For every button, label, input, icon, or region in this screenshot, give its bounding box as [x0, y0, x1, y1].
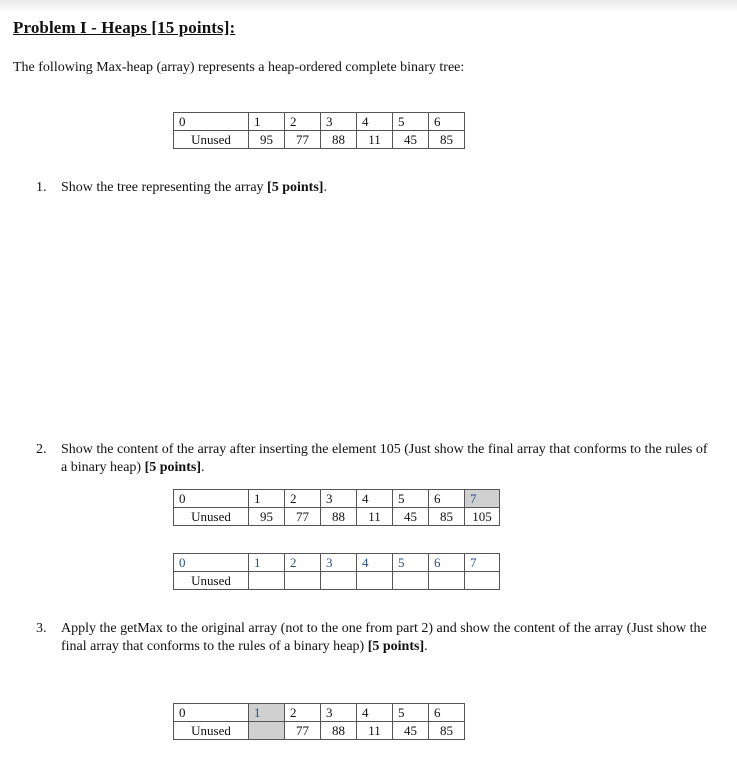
value-cell: 11	[357, 131, 393, 149]
value-cell: 88	[321, 508, 357, 526]
value-cell: 88	[321, 131, 357, 149]
question-text: Show the content of the array after inserting the element 105 (Just show the final array that conforms to the rules of a binary heap)	[61, 442, 708, 475]
index-cell: 6	[429, 704, 465, 722]
question-text: Apply the getMax to the original array (not to the one from part 2) and show the content of the array (Just show the final array that conforms to the rules of a binary heap)	[61, 621, 707, 654]
value-cell: 45	[393, 131, 429, 149]
value-row	[174, 508, 500, 526]
index-cell: 6	[429, 113, 465, 131]
value-cell: 77	[285, 508, 321, 526]
question-number: 3.	[36, 621, 47, 636]
index-cell: 2	[285, 490, 321, 508]
original-heap-table	[173, 112, 465, 149]
value-cell: 11	[357, 722, 393, 740]
index-cell: 4	[357, 554, 393, 572]
value-cell: 105	[465, 508, 500, 526]
index-cell: 5	[393, 490, 429, 508]
question-1	[36, 179, 716, 197]
question-end: .	[424, 639, 428, 654]
index-cell: 1	[249, 554, 285, 572]
index-cell: 3	[321, 554, 357, 572]
question-points: [5 points]	[144, 460, 201, 475]
index-cell: 1	[249, 704, 285, 722]
value-cell	[249, 572, 285, 590]
index-cell: 0	[174, 113, 249, 131]
index-row	[174, 704, 465, 722]
question-text: Show the tree representing the array	[61, 180, 268, 195]
index-cell: 5	[393, 554, 429, 572]
index-cell: 7	[465, 554, 500, 572]
index-cell: 6	[429, 490, 465, 508]
value-row	[174, 572, 500, 590]
value-cell: 11	[357, 508, 393, 526]
index-cell: 2	[285, 113, 321, 131]
problem-title: Problem I - Heaps [15 points]:	[13, 18, 236, 37]
index-cell: 0	[174, 490, 249, 508]
index-cell: 0	[174, 704, 249, 722]
index-cell: 5	[393, 113, 429, 131]
index-cell: 3	[321, 704, 357, 722]
question-number: 1.	[36, 180, 47, 195]
index-cell: 4	[357, 490, 393, 508]
index-row	[174, 554, 500, 572]
value-cell	[393, 572, 429, 590]
getmax-answer-table	[173, 703, 465, 740]
index-cell: 3	[321, 490, 357, 508]
top-shadow	[0, 0, 737, 12]
index-cell: 2	[285, 554, 321, 572]
index-cell: 5	[393, 704, 429, 722]
index-cell: 4	[357, 704, 393, 722]
value-cell	[465, 572, 500, 590]
value-cell: 45	[393, 722, 429, 740]
value-cell: 85	[429, 508, 465, 526]
question-2	[36, 441, 716, 477]
index-cell: 0	[174, 554, 249, 572]
value-cell: Unused	[174, 572, 249, 590]
value-cell: 85	[429, 722, 465, 740]
value-cell	[429, 572, 465, 590]
value-row	[174, 131, 465, 149]
value-cell: 77	[285, 722, 321, 740]
question-end: .	[200, 460, 205, 475]
value-row	[174, 722, 465, 740]
value-cell	[357, 572, 393, 590]
index-row	[174, 490, 500, 508]
index-cell: 7	[465, 490, 500, 508]
question-points: [5 points]	[367, 639, 425, 654]
value-cell: 85	[429, 131, 465, 149]
index-cell: 6	[429, 554, 465, 572]
value-cell	[285, 572, 321, 590]
value-cell: 95	[249, 131, 285, 149]
value-cell	[321, 572, 357, 590]
value-cell: 88	[321, 722, 357, 740]
index-row	[174, 113, 465, 131]
insert-answer-table	[173, 489, 500, 526]
value-cell: 77	[285, 131, 321, 149]
value-cell: Unused	[174, 508, 249, 526]
index-cell: 2	[285, 704, 321, 722]
question-end: .	[323, 180, 327, 195]
question-3	[36, 620, 716, 656]
value-cell: Unused	[174, 131, 249, 149]
question-points: [5 points]	[267, 180, 324, 195]
question-number: 2.	[36, 442, 47, 457]
answer-template-table	[173, 553, 500, 590]
value-cell	[249, 722, 285, 740]
value-cell: Unused	[174, 722, 249, 740]
index-cell: 3	[321, 113, 357, 131]
index-cell: 1	[249, 490, 285, 508]
index-cell: 4	[357, 113, 393, 131]
index-cell: 1	[249, 113, 285, 131]
value-cell: 45	[393, 508, 429, 526]
value-cell: 95	[249, 508, 285, 526]
intro-text: The following Max-heap (array) represents a heap-ordered complete binary tree:	[13, 60, 465, 75]
